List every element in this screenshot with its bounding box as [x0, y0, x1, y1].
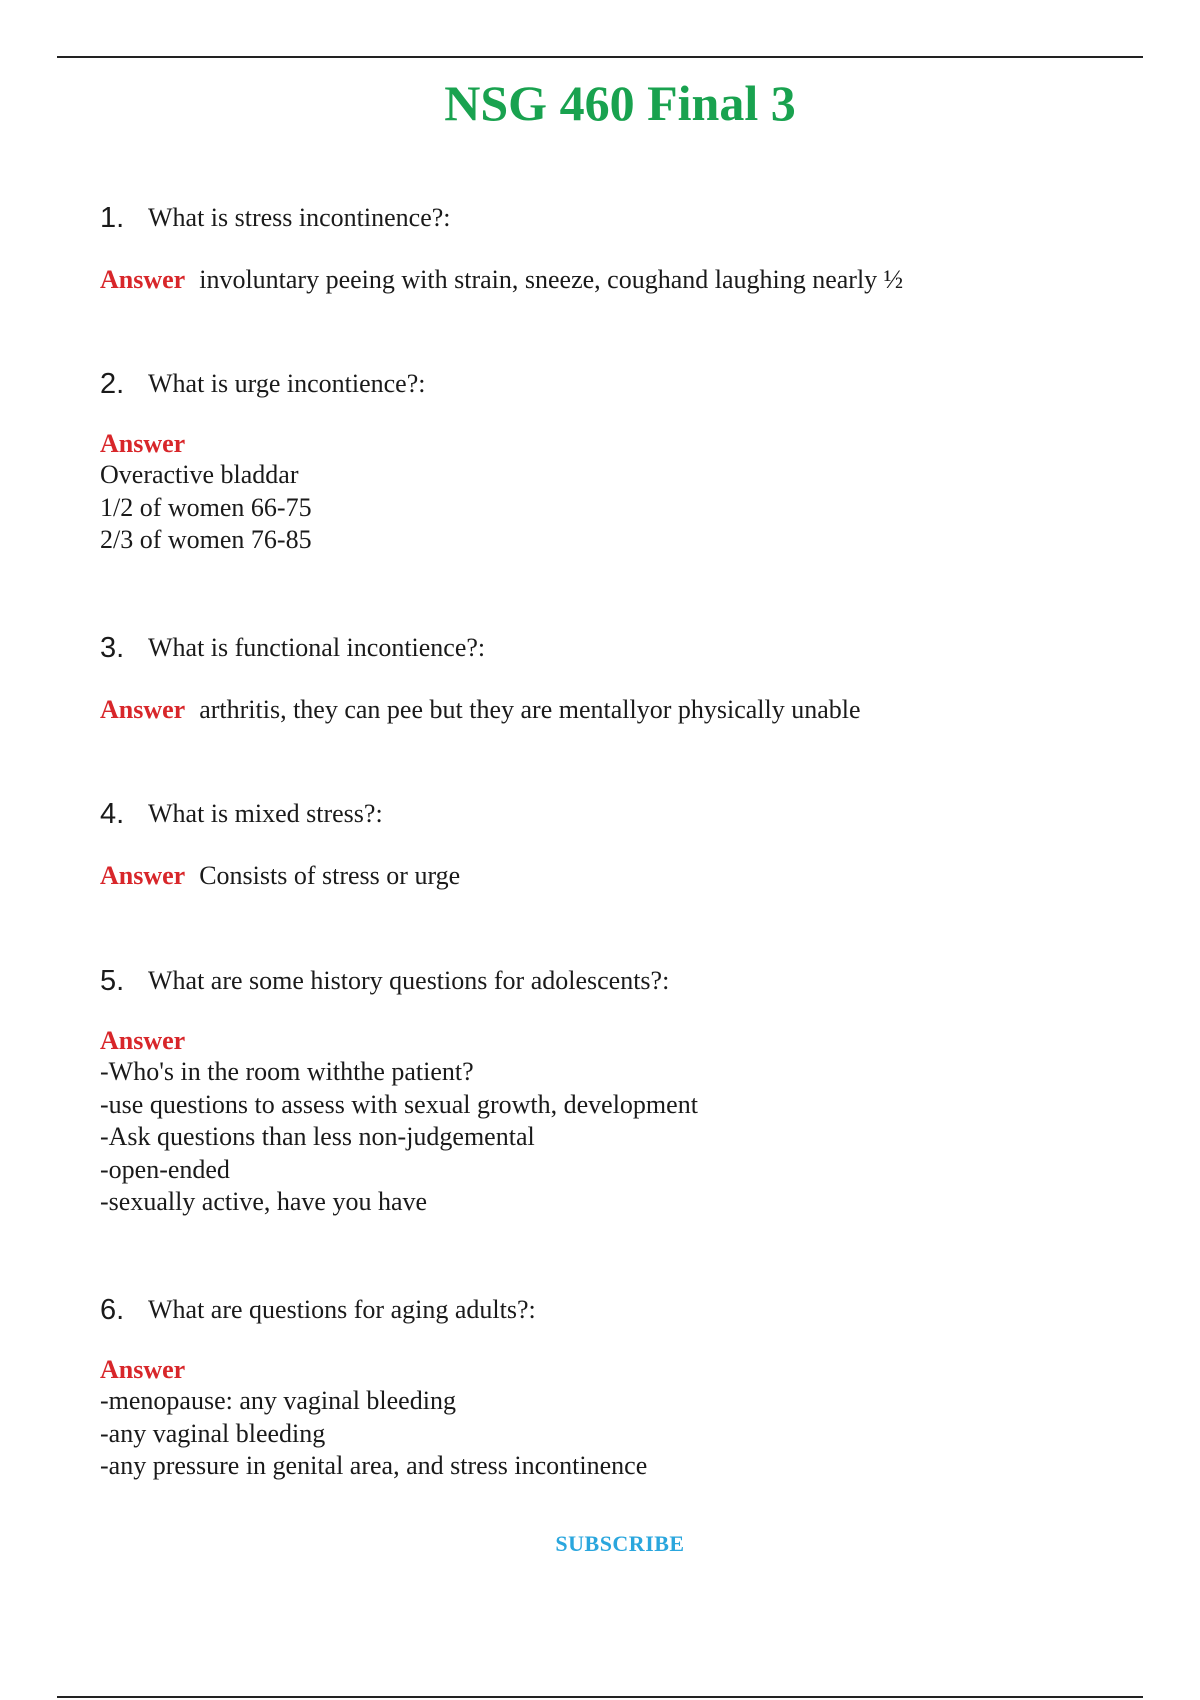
- question-text: What is mixed stress?:: [148, 799, 383, 828]
- answer-label: Answer: [100, 1355, 186, 1384]
- answer-text: Consists of stress or urge: [199, 861, 461, 890]
- question-line: [100, 794, 1140, 834]
- answer: [100, 1026, 1140, 1219]
- question-item: [100, 1290, 1140, 1483]
- answer-line: -Ask questions than less non-judgemental: [100, 1122, 535, 1151]
- question-number: 1.: [100, 202, 125, 234]
- answer-line: -menopause: any vaginal bleeding: [100, 1386, 456, 1415]
- question-line: [100, 628, 1140, 668]
- question-line: [100, 1290, 1140, 1330]
- question-number: 5.: [100, 965, 125, 997]
- answer-label: Answer: [100, 1026, 186, 1055]
- answer: [100, 263, 1140, 297]
- answer: [100, 1355, 1140, 1483]
- question-line: [100, 198, 1140, 238]
- question-text: What is stress incontinence?:: [148, 203, 451, 232]
- answer-line: -open-ended: [100, 1154, 230, 1184]
- question-text: What are questions for aging adults?:: [148, 1295, 536, 1324]
- answer: [100, 859, 1140, 893]
- answer-line: Overactive bladdar: [100, 460, 299, 489]
- answer-text: arthritis, they can pee but they are mentallyor physically unable: [199, 695, 861, 724]
- question-item: [100, 961, 1140, 1219]
- question-item: [100, 364, 1140, 557]
- question-number: 3.: [100, 632, 125, 664]
- question-line: [100, 364, 1140, 404]
- answer-line: 1/2 of women 66-75: [100, 492, 312, 522]
- question-number: 2.: [100, 368, 125, 400]
- answer-line: 2/3 of women 76-85: [100, 525, 312, 554]
- top-rule: [57, 56, 1143, 58]
- answer-line: -Who's in the room withthe patient?: [100, 1057, 474, 1086]
- question-number: 4.: [100, 798, 125, 830]
- question-text: What are some history questions for adolescents?:: [148, 966, 670, 995]
- answer-line: -sexually active, have you have: [100, 1187, 428, 1216]
- answer-line: -any pressure in genital area, and stress incontinence: [100, 1451, 648, 1480]
- question-text: What is urge incontience?:: [148, 369, 426, 398]
- answer-label: Answer: [100, 861, 186, 890]
- answer-text: involuntary peeing with strain, sneeze, coughand laughing nearly ½: [199, 265, 904, 294]
- answer: [100, 693, 1140, 727]
- question-number: 6.: [100, 1294, 125, 1326]
- question-item: [100, 628, 1140, 727]
- answer-line: -any vaginal bleeding: [100, 1418, 326, 1448]
- answer-label: Answer: [100, 265, 186, 294]
- answer: [100, 429, 1140, 557]
- question-item: [100, 794, 1140, 893]
- question-item: [100, 198, 1140, 297]
- question-line: [100, 961, 1140, 1001]
- answer-label: Answer: [100, 695, 186, 724]
- question-text: What is functional incontience?:: [148, 633, 486, 662]
- subscribe-link[interactable]: SUBSCRIBE: [555, 1531, 685, 1556]
- bottom-rule: [57, 1696, 1143, 1698]
- document-title: NSG 460 Final 3: [444, 75, 796, 131]
- answer-label: Answer: [100, 429, 186, 458]
- answer-line: -use questions to assess with sexual growth, development: [100, 1089, 698, 1119]
